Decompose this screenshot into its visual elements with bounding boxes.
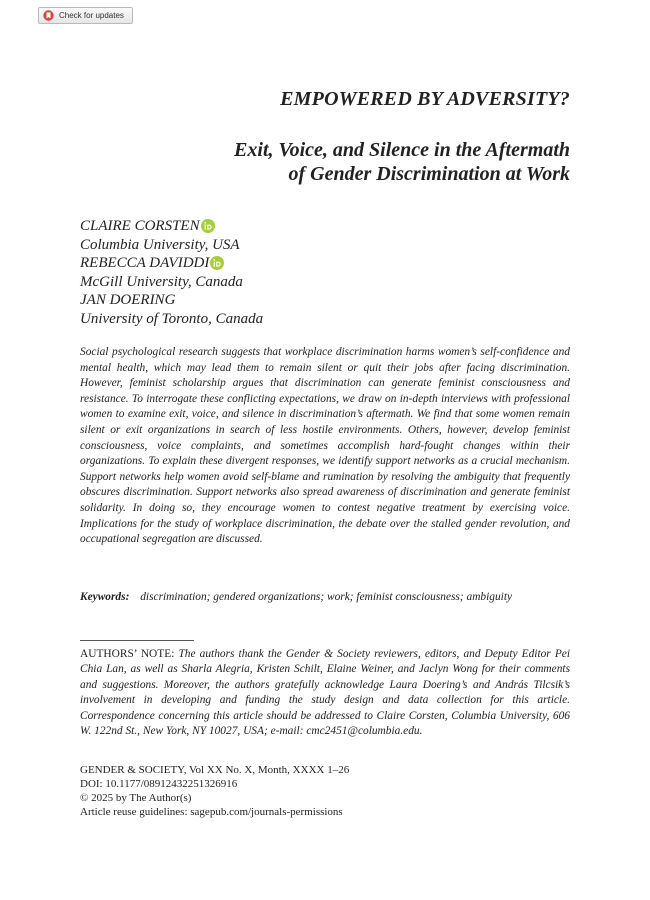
authors-note-text: The authors thank the Gender & Society reviewers, editors, and Deputy Editor Pei Chia Lan, as well as Sharla Alegria, Kristen Schilt, Elaine Weiner, and Jaclyn Wong for their comments and suggestions. Moreover, the authors gratefully acknowledge Laura Doering’s and András Tilcsik’s involvement in developing and funding the study design and data collection for this article. Correspondence concerning this article should be addressed to Claire Corsten, Columbia University, 606 W. 122nd St., New York, NY 10027, USA; e-mail: cmc2451@columbia.edu. <box>80 648 570 738</box>
author-affiliation: Columbia University, USA <box>80 236 240 253</box>
article-subtitle <box>234 138 570 186</box>
article-title: EMPOWERED BY ADVERSITY? <box>280 88 570 110</box>
subtitle-line-2: of Gender Discrimination at Work <box>288 163 570 185</box>
keywords <box>80 591 575 603</box>
orcid-icon[interactable] <box>201 219 215 233</box>
author-entry <box>80 291 263 310</box>
author-name: CLAIRE CORSTEN <box>80 218 200 234</box>
check-for-updates-button[interactable] <box>38 7 133 24</box>
author-name: JAN DOERING <box>80 292 176 309</box>
author-affiliation: University of Toronto, Canada <box>80 310 264 327</box>
keywords-label: Keywords: <box>80 591 130 603</box>
bookmark-icon <box>43 10 54 21</box>
keywords-list: discrimination; gendered organizations; work; feminist consciousness; ambiguity <box>140 591 513 603</box>
subtitle-line-1: Exit, Voice, and Silence in the Aftermath <box>234 139 570 161</box>
publication-info <box>80 764 349 820</box>
author-entry <box>80 254 263 273</box>
author-list <box>80 217 263 329</box>
footnote-divider <box>80 640 194 641</box>
check-for-updates-label: Check for updates <box>59 11 124 20</box>
copyright: © 2025 by The Author(s) <box>80 791 192 804</box>
doi: DOI: 10.1177/08912432251326916 <box>80 777 238 790</box>
authors-note <box>80 647 570 739</box>
abstract: Social psychological research suggests that workplace discrimination harms women’s self-confidence and mental health, which may lead them to remain silent or quit their jobs after facing discrimination. However, feminist scholarship argues that discrimination can generate feminist consciousness and resistance. To interrogate these conflicting expectations, we draw on in-depth interviews with professional women to examine exit, voice, and silence in discrimination’s aftermath. We find that some women remain silent or exit organizations in search of less hostile environments. Others, however, develop feminist consciousness, voice complaints, and sometimes accomplish hard-fought changes within their organizations. To explain these divergent responses, we identify support networks as a crucial mechanism. Support networks help women avoid self-blame and rumination by resolving the ambiguity that frequently obscures discrimination. Support networks also spread awareness of discrimination and generate feminist solidarity. In doing so, they encourage women to contest negative treatment by exercising voice. Implications for the study of workplace discrimination, the debate over the stalled gender revolution, and occupational segregation are discussed. <box>80 346 570 546</box>
reuse-guidelines: Article reuse guidelines: sagepub.com/journals-permissions <box>80 805 343 818</box>
author-name: REBECCA DAVIDDI <box>80 255 210 272</box>
authors-note-label: AUTHORS’ NOTE: <box>80 648 175 660</box>
author-entry <box>80 217 263 236</box>
orcid-icon[interactable] <box>210 256 224 270</box>
author-affiliation: McGill University, Canada <box>80 273 243 290</box>
journal-citation: GENDER & SOCIETY, Vol XX No. X, Month, XXXX 1–26 <box>80 764 350 776</box>
